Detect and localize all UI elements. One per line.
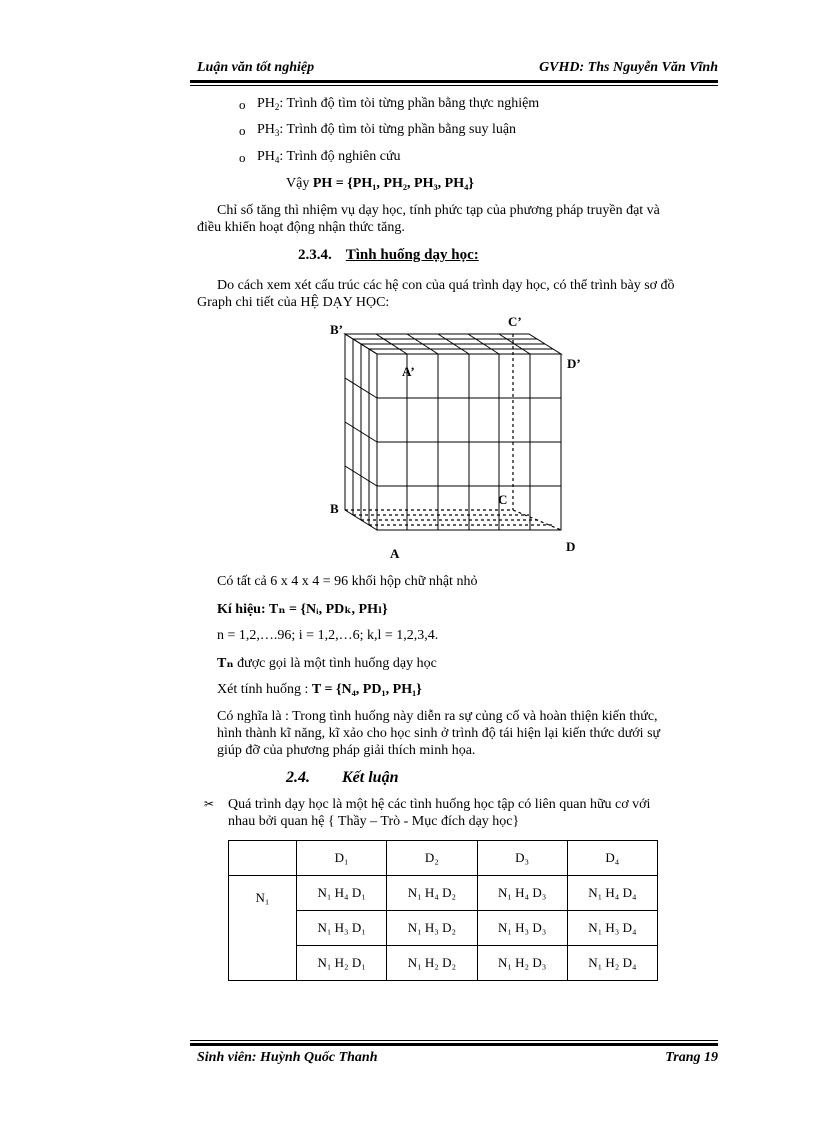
ph-set-line: Vậy PH = {PH₁, PH₂, PH₃, PH₄} bbox=[286, 176, 474, 191]
table-cell: N₁ H₂ D₁ bbox=[297, 946, 387, 981]
table-cell: N₁ H₄ D₄ bbox=[567, 876, 657, 911]
footer-student: Sinh viên: Huỳnh Quốc Thanh bbox=[197, 1050, 378, 1065]
paragraph-line: Quá trình dạy học là một hệ các tình huống học tập có liên quan hữu cơ với bbox=[228, 797, 651, 812]
table-row-header: N₁ bbox=[229, 876, 297, 981]
table-cell: N₁ H₂ D₂ bbox=[387, 946, 477, 981]
cube-label-d-prime: D’ bbox=[567, 356, 581, 371]
cube-label-d: D bbox=[566, 539, 576, 554]
table-cell: N₁ H₄ D₁ bbox=[297, 876, 387, 911]
section-heading-2-4: 2.4. Kết luận bbox=[286, 769, 399, 786]
paragraph-line: nhau bởi quan hệ { Thầy – Trò - Mục đích dạy học} bbox=[228, 814, 520, 829]
bullet-icon: o bbox=[239, 97, 246, 112]
table-cell: N₁ H₃ D₄ bbox=[567, 911, 657, 946]
index-line: n = 1,2,….96; i = 1,2,…6; k,l = 1,2,3,4. bbox=[217, 628, 439, 643]
list-item: $PH_4$: Trình độ nghiên cứu bbox=[257, 149, 401, 165]
tn-definition-line: Tₙ được gọi là một tình huống dạy học bbox=[217, 656, 437, 671]
count-line: Có tất cả 6 x 4 x 4 = 96 khối hộp chữ nhật nhỏ bbox=[217, 574, 478, 589]
table-cell: N₁ H₂ D₃ bbox=[477, 946, 567, 981]
footer-rule-thick bbox=[190, 1043, 718, 1046]
table-cell: N₁ H₃ D₂ bbox=[387, 911, 477, 946]
scissors-icon: ✂ bbox=[204, 797, 215, 811]
cube-diagram bbox=[320, 310, 580, 560]
table-cell: N₁ H₃ D₁ bbox=[297, 911, 387, 946]
table-cell: N₁ H₃ D₃ bbox=[477, 911, 567, 946]
notation-line: Kí hiệu: Tₙ = {Nᵢ, PDₖ, PHₗ} bbox=[217, 602, 388, 617]
list-item: $PH_2$: Trình độ tìm tòi từng phần bằng thực nghiệm bbox=[257, 96, 540, 112]
header-rule-thin bbox=[190, 85, 718, 86]
paragraph-line: Chỉ số tăng thì nhiệm vụ dạy học, tính phức tạp của phương pháp truyền đạt và bbox=[217, 203, 660, 218]
footer-rule-thin bbox=[190, 1040, 718, 1041]
list-item: $PH_3$: Trình độ tìm tòi từng phần bằng suy luận bbox=[257, 122, 517, 138]
table-header-cell: D₂ bbox=[387, 841, 477, 876]
table-cell: N₁ H₂ D₄ bbox=[567, 946, 657, 981]
table-cell: N₁ H₄ D₂ bbox=[387, 876, 477, 911]
example-line: Xét tính huống : T = {N₄, PD₁, PH₁} bbox=[217, 682, 422, 697]
cube-label-c-prime: C’ bbox=[508, 314, 522, 329]
header-advisor: GVHD: Ths Nguyễn Văn Vĩnh bbox=[539, 60, 718, 75]
footer-page-number: Trang 19 bbox=[665, 1050, 718, 1065]
cube-label-b: B bbox=[330, 501, 339, 516]
paragraph-line: hình thành kĩ năng, kĩ xảo cho học sinh ở trình độ tái hiện lại kiến thức dưới sự bbox=[217, 726, 661, 741]
table-row bbox=[229, 876, 658, 911]
bullet-icon: o bbox=[239, 150, 246, 165]
paragraph-line: Do cách xem xét cấu trúc các hệ con của quá trình dạy học, có thể trình bày sơ đồ bbox=[217, 278, 675, 293]
table-corner-cell bbox=[229, 841, 297, 876]
section-heading-2-3-4: 2.3.4. Tình huống dạy học: bbox=[298, 247, 479, 263]
cube-label-a-prime: A’ bbox=[402, 364, 415, 379]
cube-label-c: C bbox=[498, 492, 508, 507]
paragraph-line: Graph chi tiết của HỆ DẠY HỌC: bbox=[197, 295, 390, 310]
table-cell: N₁ H₄ D₃ bbox=[477, 876, 567, 911]
paragraph-line: điều khiển hoạt động nhận thức tăng. bbox=[197, 220, 405, 235]
cube-label-b-prime: B’ bbox=[330, 322, 343, 337]
situation-table bbox=[228, 840, 658, 981]
paragraph-line: Có nghĩa là : Trong tình huống này diễn ra sự củng cố và hoàn thiện kiến thức, bbox=[217, 709, 658, 724]
table-header-cell: D₄ bbox=[567, 841, 657, 876]
cube-label-a: A bbox=[390, 546, 400, 561]
table-header-cell: D₁ bbox=[297, 841, 387, 876]
table-header-cell: D₃ bbox=[477, 841, 567, 876]
paragraph-line: giúp đỡ của phương pháp giải thích minh họa. bbox=[217, 743, 476, 758]
header-rule-thick bbox=[190, 80, 718, 83]
bullet-icon: o bbox=[239, 123, 246, 138]
table-header-row bbox=[229, 841, 658, 876]
header-thesis-title: Luận văn tốt nghiệp bbox=[197, 60, 315, 75]
